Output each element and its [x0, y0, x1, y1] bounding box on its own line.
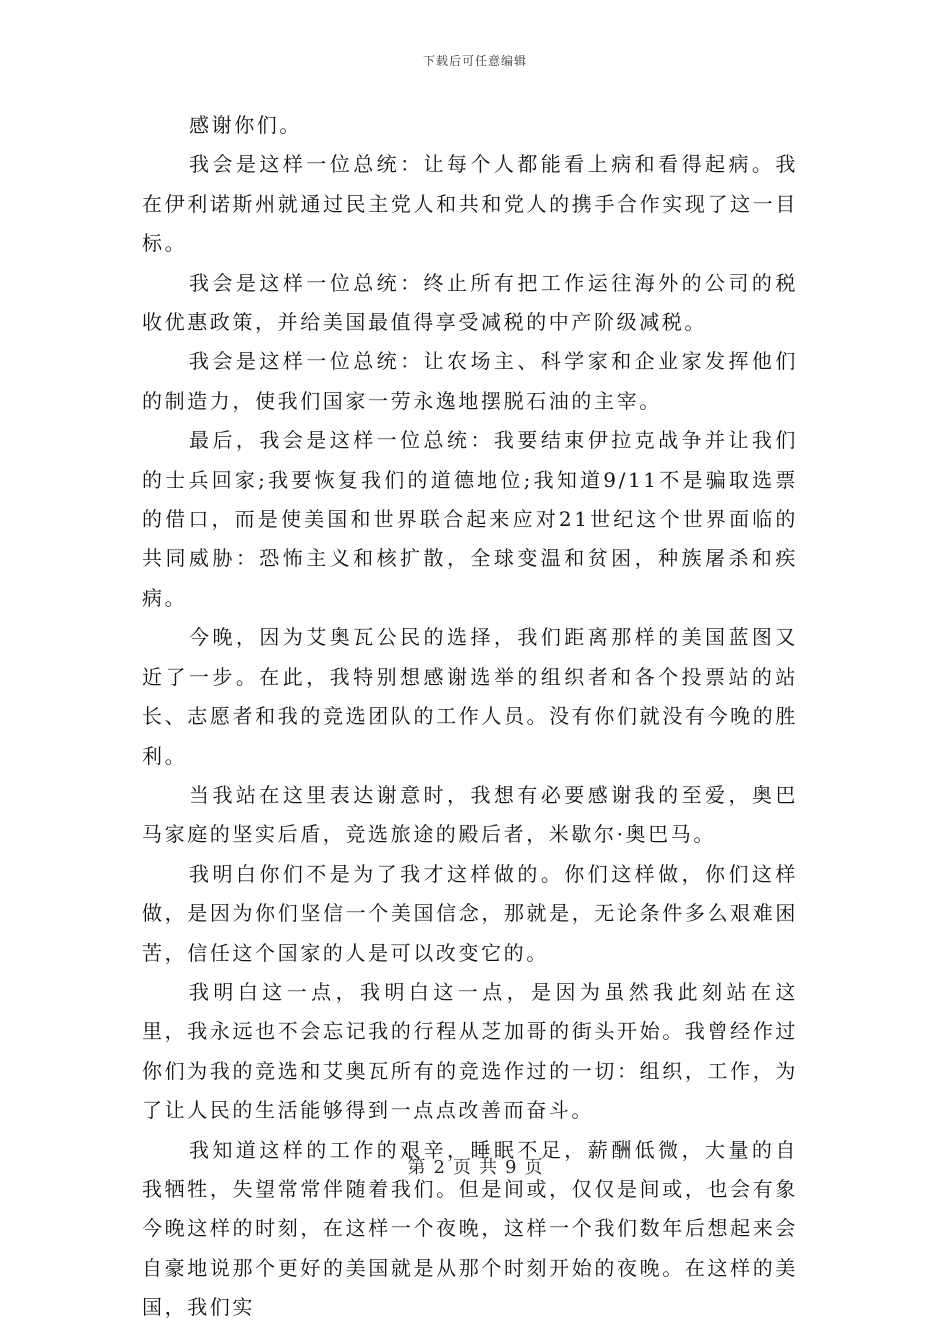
paragraph: 我知道这样的工作的艰辛，睡眠不足，薪酬低微，大量的自我牺牲，失望常常伴随着我们。但是间或，仅仅是间或，也会有象今晚这样的时刻，在这样一个夜晚，这样一个我们数年后想起来会自豪地说那个更好的美国就是从那个时刻开始的夜晚。在这样的美国，我们实 — [142, 1137, 798, 1320]
paragraph: 我明白你们不是为了我才这样做的。你们这样做，你们这样做，是因为你们坚信一个美国信念，那就是，无论条件多么艰难困苦，信任这个国家的人是可以改变它的。 — [142, 861, 798, 965]
footer-total-pages: 9 — [505, 1157, 517, 1178]
paragraph: 我会是这样一位总统：让农场主、科学家和企业家发挥他们的制造力，使我们国家一劳永逸地摆脱石油的主宰。 — [142, 349, 798, 413]
paragraph: 我会是这样一位总统：让每个人都能看上病和看得起病。我在伊利诺斯州就通过民主党人和共和党人的携手合作实现了这一目标。 — [142, 152, 798, 256]
footer-suffix: 页 — [524, 1157, 543, 1178]
paragraph: 当我站在这里表达谢意时，我想有必要感谢我的至爱，奥巴马家庭的坚实后盾，竞选旅途的殿后者，米歇尔·奥巴马。 — [142, 782, 798, 847]
page-header: 下载后可任意编辑 — [422, 54, 527, 68]
page-footer — [0, 1153, 950, 1179]
footer-prefix: 第 — [407, 1157, 426, 1178]
footer-page-word: 页 — [453, 1157, 471, 1178]
paragraph: 今晚，因为艾奥瓦公民的选择，我们距离那样的美国蓝图又近了一步。在此，我特别想感谢选举的组织者和各个投票站的站长、志愿者和我的竞选团队的工作人员。没有你们就没有今晚的胜利。 — [142, 625, 798, 768]
paragraph: 我会是这样一位总统：终止所有把工作运往海外的公司的税收优惠政策，并给美国最值得享受减税的中产阶级减税。 — [142, 270, 798, 335]
paragraph: 最后，我会是这样一位总统：我要结束伊拉克战争并让我们的士兵回家;我要恢复我们的道德地位;我知道9/11不是骗取选票的借口，而是使美国和世界联合起来应对21世纪这个世界面临的共同威胁：恐怖主义和核扩散，全球变温和贫困，种族屠杀和疾病。 — [142, 428, 798, 610]
document-body — [142, 106, 798, 1328]
paragraph: 感谢你们。 — [189, 113, 302, 137]
footer-page-number: 2 — [433, 1157, 445, 1178]
footer-total-word: 共 — [479, 1157, 497, 1178]
paragraph: 我明白这一点，我明白这一点，是因为虽然我此刻站在这里，我永远也不会忘记我的行程从芝加哥的街头开始。我曾经作过你们为我的竞选和艾奥瓦所有的竞选作过的一切：组织，工作，为了让人民的生活能够得到一点点改善而奋斗。 — [142, 979, 798, 1123]
